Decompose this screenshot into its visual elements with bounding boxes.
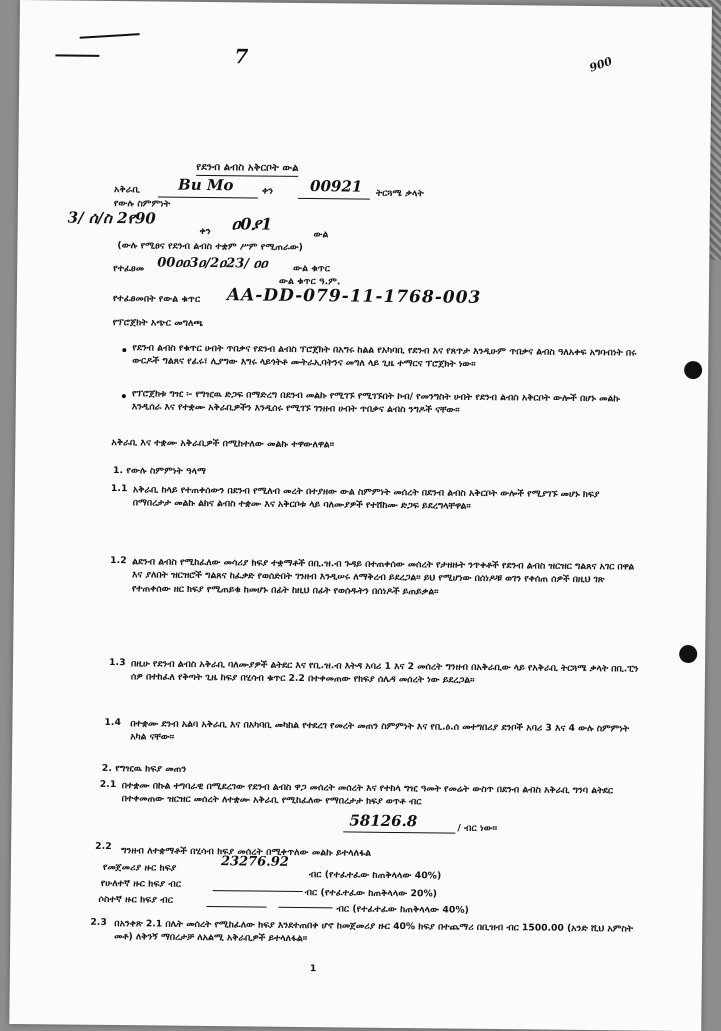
sec2-1-number: 2.1 <box>99 778 117 791</box>
contract-number-handwriting: AA-DD-079-11-1768-003 <box>226 285 482 308</box>
line5b: ውል ቁጥር ዓ.ም. <box>279 275 341 288</box>
handwritten-mark <box>55 54 99 56</box>
page-corner-number: 900 <box>587 54 614 75</box>
sec2-3-number: 2.3 <box>90 916 107 928</box>
fill-line <box>279 907 333 909</box>
fill-line <box>213 890 303 892</box>
num1-handwriting2: ዐ0ያ1 <box>231 214 273 234</box>
field1-handwriting: Bu Mo <box>177 175 234 195</box>
sec2-2-intro: ግንዘብ ለተቋማቶች በሂሳብ ክፍያ መሰረት በሚቀጥለው መልኩ ይተላለፋል <box>121 845 372 859</box>
sec1-2-text: ልደንብ ልብስ የሚከፈለው መሳሪያ ክፍያ ተቋማቶች በቢ.ዝ.ብ ጉዳይ በተጠቀሰው መሰረት የታዘዙት ንጥቀቶች የደንብ ልብስ ዝርዝር ግልጸና አገር በዋል እና ያለበት ዝርዝሮች ግልጸና ከፈቃድ የወሰድበት ገንዘብ እንዲሠሩ ለማቅረብ ይደረጋል፡፡ ይህ የሚሆነው በሰነዶቹ ወገን የቀሰጠ ሰዎች በዚህ ገጽ የተጠቀሰው ዘር ክፍያ የሚጠይቁ ከመሆኑ በፊት ከዚህ በፊት የወሰዱትን በሰነዶች ይጠይቃል፡፡ <box>131 556 635 598</box>
header-line7: የፕሮጀክት አጭር መግለጫ <box>112 316 204 329</box>
field1-handwriting2: 00921 <box>309 177 363 196</box>
bullet-dot <box>122 348 126 352</box>
fill-line <box>343 831 455 833</box>
bullet-1: የደንብ ልብስ የቁጥር ሀብት ጥበቃና የደንብ ልብስ ፕሮጀክት በአግሩ ከልል የአካባቢ የደንብ እና የጸጥታ እንዲሁም ጥበቃና ልብስ ዓለአቀፍ አግባብነት በሩ ውርዶች ግልጸና የፈሩ፣ ሊያግው እግሩ ላይጎትቶ ሙትራኢባትንና መግለ ላይ ጊዜ ተማርና ፕሮጀክት ነው። <box>132 342 637 371</box>
line5-tail: ውል ቁጥር <box>293 262 331 275</box>
bullet-2: የፕሮጀክቱ ግዢ ፡- የግዢዉ ድጋፍ በማድረግ በደንብ መልኩ የሚገኙ የሚገኙበት ኮብ/ የመንግስት ሀብት የደንብ ልብስ አቅርቦት ውሎች በሆኑ መልኩ እንዲሰራ እና የተቋሙ አቅራቢዎችን እንዲሰሩ የሚገኙ ገንዘብ ሀብት ጥበቃና ልብስ ንግዶች ናቸው። <box>131 388 620 416</box>
sec2-2-row1-handwriting: 23276.92 <box>220 854 289 870</box>
sec2-2-row3-tail: ብር (የተፈተፈው ከጠቅላላው 40%) <box>336 903 470 916</box>
sec1-4-number: 1.4 <box>104 716 122 729</box>
sec2-2-row2-label: የሁለተኛ ዙር ክፍያ ብር <box>100 877 182 890</box>
corner-seven: 7 <box>234 44 249 69</box>
line5-label: የተፈፀመ <box>113 262 145 275</box>
sec2-3-text: በአንቀጽ 2.1 በሌት መሰረት የሚከፈለው ክፍያ እንደተጠበቀ ሆኖ ከመጀመሪያ ዙር 40% ክፍያ በተጨማሪ በቢዝብ ብር 1500.00 (አንድ ሺህ አምስት መቶ) ለቅንኝ ማበረታቻ ለአልሚ አቅራቢዎች ይተላለፋል፡፡ <box>114 918 634 945</box>
line6-label: የተፈፀመበት የውል ቁጥር <box>112 292 201 305</box>
punch-hole <box>679 645 697 663</box>
field1-mid: ቀን <box>261 185 274 197</box>
section2-heading: 2. የግዢዉ ክፍያ መጠን <box>101 762 187 775</box>
sec2-2-row2-tail: ብር (የተፈተፈው ከጠቅላላው 20%) <box>304 887 438 900</box>
header-line2: የውሉ ስምምነት <box>113 197 171 210</box>
sec2-2-row1-label: የመጀመሪያ ዙር ክፍያ <box>102 861 177 874</box>
num1-tail: ውል <box>313 229 329 241</box>
summary-line: አቅራቢ እና ተቋሙ አቅራቢዎች በሚከተለው መልኩ ተዋውለዋል፡፡ <box>111 436 335 451</box>
num1-mid: ቀን <box>199 225 211 238</box>
fill-line <box>298 198 370 200</box>
sec2-1-tail: / ብር ነው፡፡ <box>457 822 498 835</box>
bullet-dot <box>122 394 126 398</box>
sec1-4-text: በተቋሙ ደንብ አልባ አቅራቢ እና በአካባቢ መካከል የተደረገ የመረት መጠን ስምምነት እና የቢ.ዕ.ሰ መተግበሪያ ደንቦች አባሪ 3 እና 4 ውሉ ስምምነት አካል ናቸው፡፡ <box>130 718 630 743</box>
sec2-1-amount-handwriting: 58126.8 <box>349 811 418 831</box>
sec1-3-number: 1.3 <box>109 656 126 669</box>
sec2-2-number: 2.2 <box>95 840 112 853</box>
handwritten-mark <box>80 33 140 39</box>
page-number: 1 <box>309 963 317 975</box>
header-line4: (ውሉ የሚፀና የደንብ ልብስ ተቋም ሥም የሚጠራው) <box>117 240 304 253</box>
sec1-1-text: አቅራቢ ከላይ የተጠቀሰውን በደንብ የሚለብ መረት በተያዘው ውል ስምምነት መሰረት በደንብ ልብስ አቅርቦት ውሎች የሚያገኙ መሆኑ ክፍያ በማበረታታ መልኩ ልክና ልብስ ተቋሙ እና አቅርቦቱ ላይ ባለሙያዎች የተሸከሙ ድጋፍ ይደረግላቸዋል፡፡ <box>132 484 600 513</box>
field1-tail: ትርጓሜ ቃላት <box>375 187 424 200</box>
sec1-1-number: 1.1 <box>110 482 128 495</box>
sec2-1-text: በተቋሙ በኩል ተግባራዊ በሚደረገው የደንብ ልብስ ዋጋ መሰረት መሰረት እና የተከላ ግዢ ዓመት የመሬት ውስጥ በደንብ ልብስ አቅራቢ ግንባ ልትደር በተቀመጠው ዝርዝር መሰረት ለተቋሙ አቅራቢ የሚከፈለው የማበረታታ ክፍያ ወጥቶ ብር <box>121 780 613 808</box>
sec2-2-row1-tail: ብር (የተፈተፈው ከጠቅላላው 40%) <box>308 869 442 882</box>
fill-line <box>158 196 258 198</box>
fill-line <box>207 906 267 908</box>
document-page <box>9 0 712 1031</box>
document-title: የደንብ ልብስ አቅርቦት ውል <box>196 162 298 177</box>
line5-handwriting: 00ዐዐ3ዐ/2ዐ23/ ዐዐ <box>157 255 268 272</box>
num1-handwriting: 3/ ሰ/ስ 2የ90 <box>67 208 156 228</box>
sec2-2-row3-label: ሶስተኛ ዙር ክፍያ ብር <box>98 893 173 906</box>
punch-hole <box>684 361 702 379</box>
sec1-3-text: በዚሁ የደንብ ልብስ አቅራቢ ባለሙያዎች ልትደር እና የቢ.ዝ.ብ እትዳ አባሪ 1 እና 2 መሰረት ግንዘብ በአቅራቢው ላይ የአቅራቢ ትርጓሜ ቃላት በቢ.ፒን ሰዎ በተከፈለ የቅጣት ጊዜ ከፍያ በሂሳብ ቁጥር 2.2 በተቀመጠው የክፍያ ሰሌዳ መሰረት ነው ይደረጋል፡፡ <box>130 658 639 687</box>
field1-label: አቅራቢ <box>113 183 140 196</box>
sec1-2-number: 1.2 <box>110 554 127 567</box>
section1-heading: 1. የውሉ ስምምነት ዓላማ <box>113 465 207 477</box>
